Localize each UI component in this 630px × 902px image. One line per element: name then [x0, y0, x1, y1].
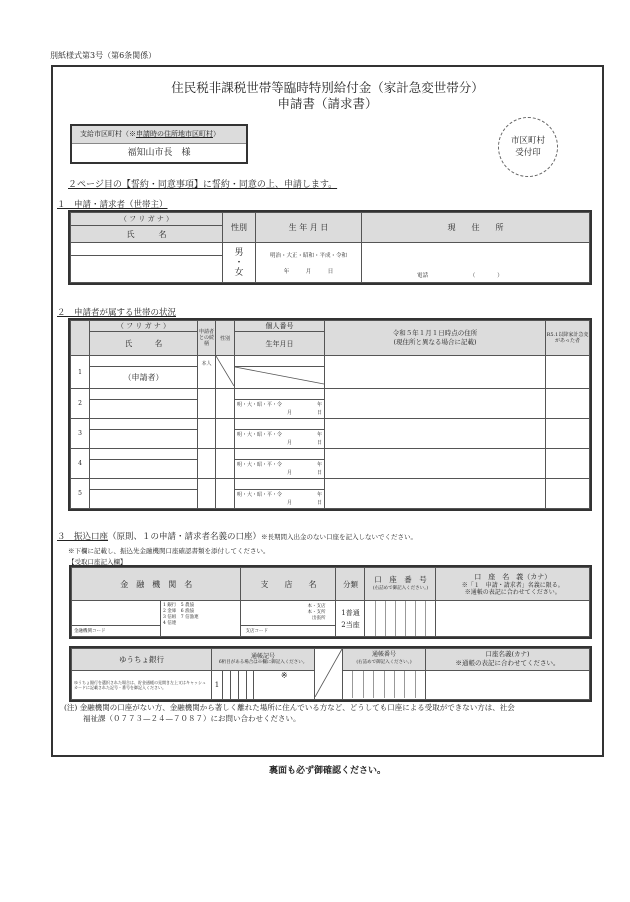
section3-heading	[57, 530, 417, 542]
section1-heading: １ 申請・請求者（世帯主）	[57, 200, 168, 210]
row-relation-input[interactable]	[198, 389, 216, 419]
yucho-instruction: ゆうちょ銀行を選択された場合は、貯金通帳の見開き左上又はキャッシュカードに記載された記号・番号を御記入ください。	[72, 670, 212, 699]
name-input[interactable]	[71, 256, 223, 283]
row-name-input[interactable]	[90, 400, 198, 419]
jan1-address-line1: 令和５年１月１日時点の住所	[392, 329, 478, 337]
era-options: 明・大・昭・平・令	[237, 492, 283, 498]
category-header: 分類	[336, 568, 365, 601]
row-sex-na	[216, 356, 235, 389]
passbook-symbol-digit[interactable]	[223, 670, 231, 699]
branch-code-label: 支店コード	[245, 628, 268, 634]
bank-type-option[interactable]: 2 金庫 6 漁協	[163, 609, 195, 614]
account-number-note: (右詰めで御記入ください。)	[372, 586, 429, 591]
row-jan1-address-input[interactable]	[325, 356, 546, 389]
bank-type-option[interactable]: 1 銀行 5 農協	[163, 603, 195, 608]
hh-birth-header: 生年月日	[235, 332, 325, 356]
title-line2: 申請書（請求書）	[277, 96, 378, 111]
account-holder-title: 口 座 名 義（カナ）	[474, 572, 552, 581]
yucho-table	[71, 648, 590, 700]
diagonal-slash-icon	[315, 649, 342, 697]
month-unit: 月	[287, 470, 293, 476]
bank-type-option[interactable]: 4 信連	[163, 621, 177, 626]
account-holder-header	[436, 568, 590, 601]
day-unit: 日	[316, 440, 322, 446]
year-unit: 年	[316, 492, 322, 498]
section3-title-suffix: （原則、１の申請・請求者名義の口座）	[108, 532, 262, 542]
row-sex-input[interactable]	[216, 419, 235, 449]
branch-type-option[interactable]: 出張所	[311, 615, 326, 621]
day-unit: 日	[316, 470, 322, 476]
row-jan1-address-input[interactable]	[325, 389, 546, 419]
category-select[interactable]	[336, 601, 365, 637]
row-my-number-input[interactable]	[235, 389, 325, 400]
row-name-input[interactable]	[90, 430, 198, 449]
bank-account-table	[71, 567, 590, 637]
bank-type-options[interactable]	[161, 601, 241, 637]
row-relation-input[interactable]	[198, 449, 216, 479]
sex-header: 性別	[223, 213, 256, 243]
destination-label-underlined: 申請時の住所地市区町村	[136, 130, 213, 138]
hh-sex-header: 性別	[216, 321, 235, 356]
bank-type-option[interactable]: 3 信組 7 信漁連	[163, 615, 199, 620]
jan1-address-line2: (現住所と異なる場合に記載)	[393, 338, 477, 346]
stamp-line2: 受付印	[515, 148, 541, 158]
row-my-number-input[interactable]	[235, 479, 325, 490]
passbook-number-input[interactable]	[343, 670, 426, 699]
destination-label-suffix: ）	[213, 130, 220, 138]
year-unit: 年	[316, 432, 322, 438]
phone-input[interactable]: （ ）	[469, 273, 503, 279]
date-units: 年 月 日	[283, 268, 334, 275]
row-sex-input[interactable]	[216, 449, 235, 479]
footnote-line2: 福祉課（０７７３—２４—７０８７）にお問い合わせください。	[83, 714, 301, 723]
address-input[interactable]	[362, 243, 590, 283]
household-row	[71, 479, 590, 490]
row-number: 2	[71, 389, 90, 419]
era-options: 明・大・昭・平・令	[237, 462, 283, 468]
sex-male[interactable]: 男	[234, 247, 244, 258]
row-number: 3	[71, 419, 90, 449]
footer-notice: 裏面も必ず御確認ください。	[268, 766, 386, 776]
row-sudden-change-check[interactable]	[546, 479, 590, 509]
account-holder-input[interactable]	[436, 601, 590, 637]
account-number-input[interactable]	[365, 601, 436, 637]
passbook-symbol-digit[interactable]	[230, 670, 238, 699]
year-unit: 年	[316, 462, 322, 468]
era-options: 明・大・昭・平・令	[237, 432, 283, 438]
household-table	[70, 320, 590, 509]
section3-title: ３ 振込口座	[57, 532, 109, 542]
row-sex-input[interactable]	[216, 479, 235, 509]
branch-name-input[interactable]	[241, 601, 336, 626]
title-line1: 住民税非課税世帯等臨時特別給付金（家計急変世帯分）	[171, 80, 484, 95]
passbook-number-header	[343, 649, 426, 671]
bank-name-input[interactable]	[72, 601, 161, 626]
row-furigana-input[interactable]	[90, 419, 198, 430]
passbook-number-note: (右詰めで御記入ください。)	[356, 660, 412, 666]
asterisk-mark: ※	[280, 670, 288, 680]
birth-header: 生 年 月 日	[256, 213, 362, 243]
row-name-input[interactable]	[90, 460, 198, 479]
destination-label	[72, 126, 246, 144]
hh-furigana-header: （ フ リ ガ ナ ）	[90, 321, 198, 332]
passbook-symbol-note: 6桁目がある場合は※欄に御記入ください。	[218, 660, 308, 666]
oath-statement: ２ページ目の【誓約・同意事項】に誓約・同意の上、申請します。	[68, 180, 338, 190]
row-furigana-input[interactable]	[90, 389, 198, 400]
row-jan1-address-input[interactable]	[325, 479, 546, 509]
jan1-address-header	[325, 321, 546, 356]
row-my-number-input[interactable]	[235, 449, 325, 460]
row-birth-input[interactable]	[235, 400, 325, 419]
yucho-holder-title: 口座名義(カナ)	[485, 650, 530, 659]
account-box-label: 【受取口座記入欄】	[68, 558, 127, 566]
passbook-symbol-title: 通帳記号	[251, 653, 276, 661]
sex-female[interactable]: 女	[234, 267, 244, 278]
row-sudden-change-check[interactable]	[546, 356, 590, 389]
name-header: 氏 名	[71, 226, 223, 243]
branch-type-option[interactable]: 本・支所	[307, 609, 326, 615]
account-number-title: 口 座 番 号	[374, 575, 427, 584]
yucho-holder-note: ※通帳の表記に合わせてください。	[455, 659, 560, 668]
row-birth-na	[235, 367, 325, 389]
era-options: 明・大・昭・平・令	[237, 402, 283, 408]
furigana-input[interactable]	[71, 243, 223, 256]
yucho-na-cell	[315, 649, 343, 700]
bank-name-header: 金 融 機 関 名	[72, 568, 241, 601]
row-number: 4	[71, 449, 90, 479]
row-jan1-address-input[interactable]	[325, 419, 546, 449]
branch-code-input[interactable]	[241, 625, 336, 636]
footnote-line1: (注) 金融機関の口座がない方、金融機関から著しく離れた場所に住んでいる方など、どうしても口座による受取ができない方は、社会	[64, 703, 515, 712]
section3-note: ※長期間入出金のない口座を記入しないでください。	[261, 533, 418, 541]
household-row	[71, 356, 590, 367]
row-relation: 本人	[198, 356, 216, 389]
row-sex-input[interactable]	[216, 389, 235, 419]
row-sudden-change-check[interactable]	[546, 419, 590, 449]
row-furigana-input[interactable]	[90, 449, 198, 460]
section3-instruction: ※下欄に記載し、振込先金融機関口座確認書類を添付してください。	[68, 547, 270, 555]
yucho-bank-header: ゆうちょ銀行	[72, 649, 212, 671]
passbook-symbol-digit[interactable]	[238, 670, 246, 699]
household-row	[71, 419, 590, 430]
branch-type-option[interactable]: 本・支店	[307, 603, 326, 609]
day-unit: 日	[316, 410, 322, 416]
row-jan1-address-input[interactable]	[325, 449, 546, 479]
diagonal-slash-icon	[216, 356, 234, 386]
section2-heading: ２ 申請者が属する世帯の状況	[57, 308, 177, 318]
bank-code-input[interactable]	[72, 625, 161, 636]
row-name-input[interactable]: （申請者）	[90, 367, 198, 389]
household-row	[71, 389, 590, 400]
bank-footnote	[64, 702, 594, 724]
hh-name-header: 氏 名	[90, 332, 198, 356]
account-number-header	[365, 568, 436, 601]
row-number: 5	[71, 479, 90, 509]
sex-select[interactable]	[223, 243, 256, 283]
month-unit: 月	[287, 440, 293, 446]
row-relation-input[interactable]	[198, 479, 216, 509]
passbook-prefix-digit: 1	[212, 670, 223, 699]
my-number-header: 個人番号	[235, 321, 325, 332]
row-name-input[interactable]	[90, 490, 198, 509]
phone-label: 電話	[417, 273, 429, 279]
address-header: 現 住 所	[362, 213, 590, 243]
row-furigana-input[interactable]	[90, 479, 198, 490]
month-unit: 月	[287, 500, 293, 506]
era-options: 明治・大正・昭和・平成・令和	[269, 252, 347, 259]
passbook-symbol-sixth-digit[interactable]	[254, 670, 315, 699]
row-relation-input[interactable]	[198, 419, 216, 449]
row-birth-input[interactable]	[235, 430, 325, 449]
no-header	[71, 321, 90, 356]
account-holder-note1: ※「１ 申請・請求者」名義に限る。	[461, 581, 564, 589]
row-furigana-input[interactable]	[90, 356, 198, 367]
row-my-number-input[interactable]	[235, 356, 325, 367]
month-unit: 月	[287, 410, 293, 416]
sex-separator: ・	[234, 257, 244, 268]
yucho-holder-input[interactable]	[426, 670, 590, 699]
applicant-table	[70, 212, 590, 283]
branch-name-header: 支 店 名	[241, 568, 336, 601]
row-my-number-input[interactable]	[235, 419, 325, 430]
passbook-number-title: 通帳番号	[372, 651, 397, 659]
sudden-change-header: R5.1以降家計急変があった者	[546, 321, 590, 356]
row-number: 1	[71, 356, 90, 389]
year-unit: 年	[316, 402, 322, 408]
birth-input[interactable]	[256, 243, 362, 283]
category-ordinary[interactable]: 1普通	[341, 608, 360, 617]
stamp-line1: 市区町村	[510, 136, 545, 146]
row-sudden-change-check[interactable]	[546, 389, 590, 419]
relation-header: 申請者との続柄	[198, 321, 216, 356]
page-title	[51, 80, 604, 112]
passbook-symbol-header	[212, 649, 315, 671]
destination-box	[70, 124, 248, 164]
diagonal-slash-icon	[235, 367, 324, 386]
day-unit: 日	[316, 500, 322, 506]
yucho-holder-header	[426, 649, 590, 671]
account-holder-note2: ※通帳の表記に合わせてください。	[464, 588, 561, 596]
row-sudden-change-check[interactable]	[546, 449, 590, 479]
passbook-symbol-digit[interactable]	[246, 670, 254, 699]
reception-stamp-area	[498, 117, 558, 177]
household-row	[71, 449, 590, 460]
bank-code-label: 金融機関コード	[74, 628, 106, 634]
destination-label-prefix: 支給市区町村（※	[80, 130, 136, 138]
furigana-header: （ フ リ ガ ナ ）	[71, 213, 223, 226]
category-checking[interactable]: 2当座	[341, 620, 360, 629]
row-birth-input[interactable]	[235, 460, 325, 479]
row-birth-input[interactable]	[235, 490, 325, 509]
form-id: 別紙様式第3号（第6条関係）	[50, 51, 157, 60]
destination-value: 福知山市長 様	[127, 148, 191, 158]
